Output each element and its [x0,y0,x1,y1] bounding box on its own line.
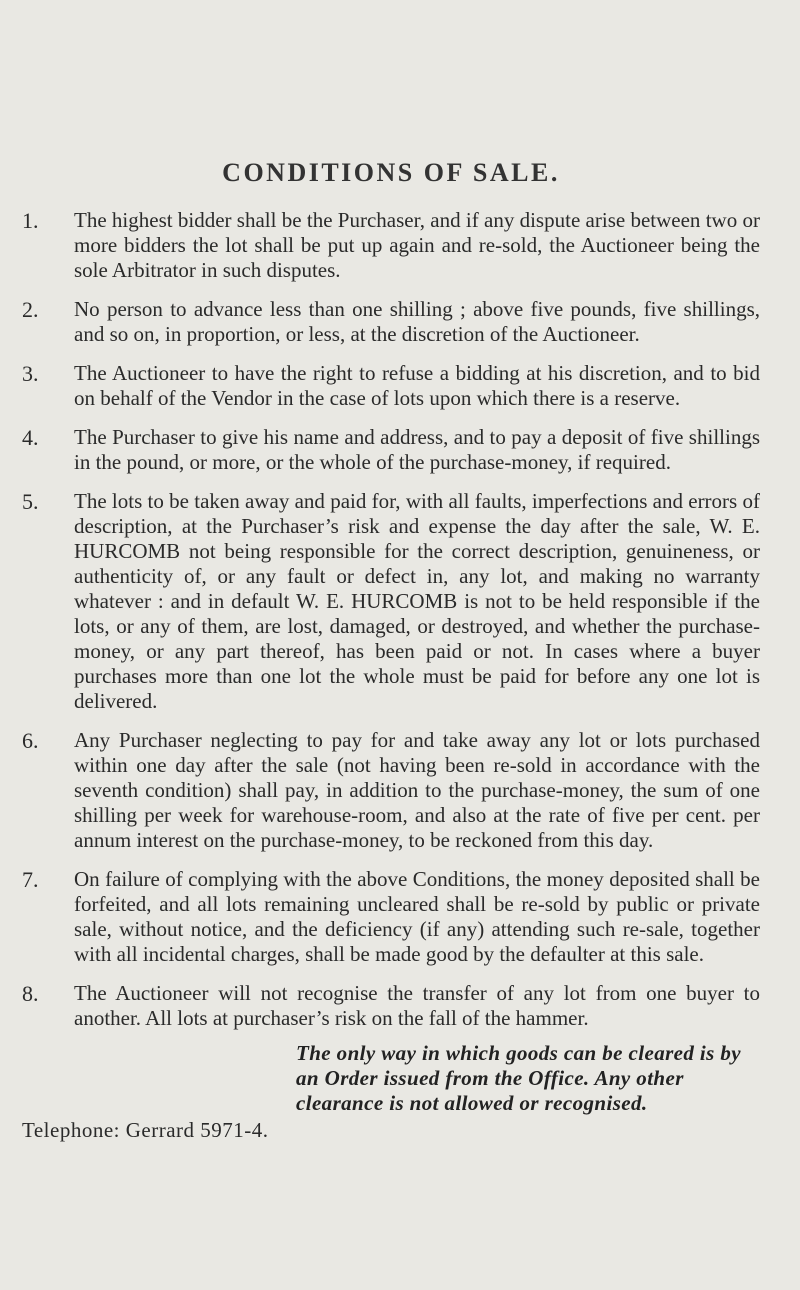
condition-text: No person to advance less than one shilling ; above five pounds, five shillings, and so on, in proportion, or less, at the discretion of the Auctioneer. [74,297,760,346]
condition-number: 3. [22,361,39,386]
condition-text: On failure of complying with the above Conditions, the money deposited shall be forfeited, and all lots remaining uncleared shall be re-sold by public or private sale, without notice, and the deficiency (if any) attending such re-sale, together with all incidental charges, shall be made good by the defaulter at this sale. [74,867,760,966]
telephone-line: Telephone: Gerrard 5971-4. [22,1118,269,1142]
condition-item [22,361,760,411]
condition-text: The Auctioneer will not recognise the transfer of any lot from one buyer to another. All lots at purchaser’s risk on the fall of the hammer. [74,981,760,1030]
condition-item [22,297,760,347]
condition-number: 6. [22,728,39,753]
page-title: CONDITIONS OF SALE. [222,158,560,187]
condition-text: The highest bidder shall be the Purchaser, and if any dispute arise between two or more bidders the lot shall be put up again and re-sold, the Auctioneer being the sole Arbitrator in such disputes. [74,208,760,282]
condition-text: The Purchaser to give his name and address, and to pay a deposit of five shillings in the pound, or more, or the whole of the purchase-money, if required. [74,425,760,474]
condition-number: 2. [22,297,39,322]
condition-number: 8. [22,981,39,1006]
condition-item [22,208,760,283]
clearance-notice: The only way in which goods can be cleared is by an Order issued from the Office. Any other clearance is not allowed or recognised. [296,1041,742,1115]
condition-text: The lots to be taken away and paid for, with all faults, imperfections and errors of description, at the Purchaser’s risk and expense the day after the sale, W. E. HURCOMB not being responsible for the correct description, genuineness, or authenticity of, or any fault or defect in, any lot, and making no warranty whatever : and in default W. E. HURCOMB is not to be held responsible if the lots, or any of them, are lost, damaged, or destroyed, and whether the purchase-money, or any part thereof, has been paid or not. In cases where a buyer purchases more than one lot the whole must be paid for before any one lot is delivered. [74,489,760,713]
condition-number: 4. [22,425,39,450]
condition-number: 5. [22,489,39,514]
condition-item [22,867,760,967]
condition-item [22,981,760,1031]
condition-item [22,425,760,475]
condition-text: The Auctioneer to have the right to refuse a bidding at his discretion, and to bid on behalf of the Vendor in the case of lots upon which there is a reserve. [74,361,760,410]
condition-item [22,489,760,714]
condition-item [22,728,760,853]
condition-number: 1. [22,208,39,233]
conditions-list [22,208,760,1031]
condition-number: 7. [22,867,39,892]
condition-text: Any Purchaser neglecting to pay for and take away any lot or lots purchased within one day after the sale (not having been re-sold in accordance with the seventh condition) shall pay, in addition to the purchase-money, the sum of one shilling per week for warehouse-room, and also at the rate of five per cent. per annum interest on the purchase-money, to be reckoned from this day. [74,728,760,852]
